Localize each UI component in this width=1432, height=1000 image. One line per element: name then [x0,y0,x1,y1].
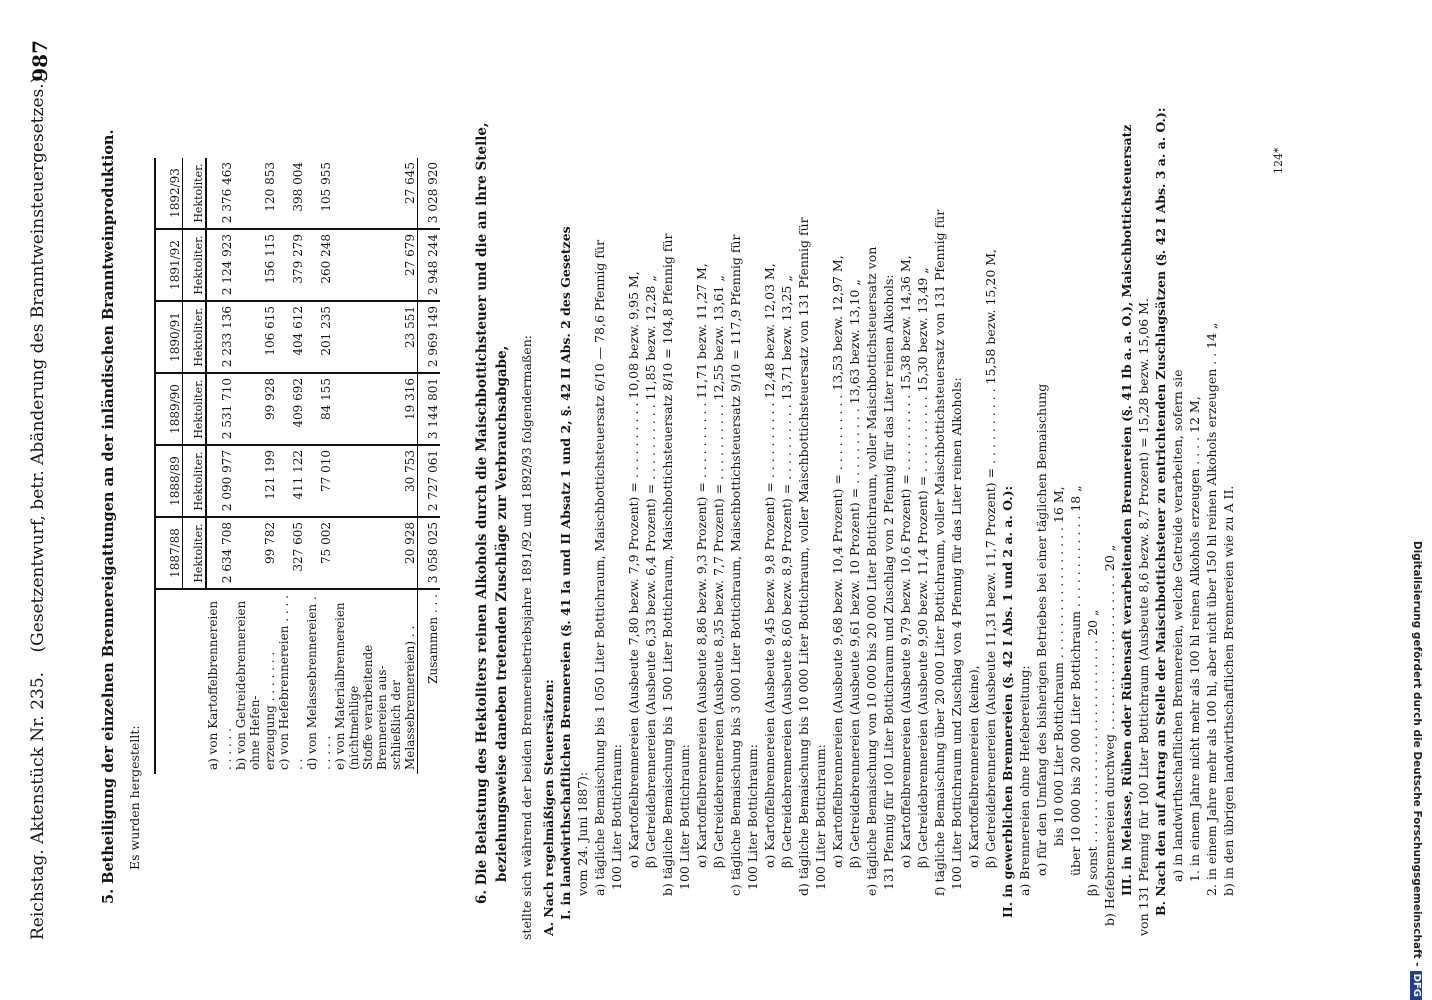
text-line: I. in landwirthschaftlichen Brennereien (§. 41 Ia und II Absatz 1 und 2, §. 42 II Abs. 2 des Gesetzes [558,226,573,920]
text-line: β) sonst . . . . . . . . . . . . . . . . . . . . . . . . . . 20 „ [1085,609,1100,896]
table-cell [234,517,262,589]
header-left: Reichstag. Aktenstück Nr. 235. [28,671,48,940]
table-cell [333,445,361,517]
text-line: α) Kartoffelbrennereien (Ausbeute 9,68 bezw. 10,4 Prozent) = . . . . . . . . . . 13,53 bezw. 12,97 M, [830,255,845,868]
text-line: β) Getreidebrennereien (Ausbeute 11,31 bezw. 11,7 Prozent) = . . . . . . . . . . 15,58 bezw. 15,20 M, [983,248,998,868]
total-cell: 3 028 920 [418,158,441,229]
unit-header: Hektoliter. [183,373,207,445]
text-line: β) Getreidebrennereien (Ausbeute 9,61 bezw. 10 Prozent) = . . . . . . . . . . 13,63 bezw. 13,10 „ [847,279,862,868]
text-line: III. in Melasse, Rüben oder Rübensaft verarbeitenden Brennereien (§. 41 Ib a. a. O.), Maischbottichsteuersatz [1119,124,1134,896]
text-line: a) Brennereien ohne Hefebereitung: [1017,665,1032,896]
row-label: b) von Getreidebrennereien ohne Hefen- [234,600,262,770]
table-cell: 2 634 708 [206,517,234,589]
table-cell [234,229,262,301]
text-line: b) Hefebrennereien durchweg . . . . . . . . . . . . . . . . . . . . 20 „ [1102,544,1117,926]
table-cell: 23 551 [389,301,418,373]
table-cell: 120 853 [262,158,277,229]
total-label: Zusammen . . . [418,589,441,774]
table-cell: 99 928 [262,373,277,445]
table-cell [333,373,361,445]
table-cell: 30 753 [389,445,418,517]
text-line: 100 Liter Bottichraum: [609,744,624,890]
table-cell: 19 316 [389,373,418,445]
table-cell: 84 155 [305,373,333,445]
text-line: α) Kartoffelbrennereien (Ausbeute 8,86 bezw. 9,3 Prozent) = . . . . . . . . . . 11,71 bezw. 11,27 M, [694,263,709,868]
text-line: β) Getreidebrennereien (Ausbeute 6,33 bezw. 6,4 Prozent) = . . . . . . . . . . 11,85 bezw. 12,28 „ [643,275,658,868]
table-row [333,158,361,774]
text-line: α) Kartoffelbrennereien (Ausbeute 9,79 bezw. 10,6 Prozent) = . . . . . . . . . . 15,38 bezw. 14,36 M, [898,255,913,868]
table-cell [361,301,389,373]
text-line: β) Getreidebrennereien (Ausbeute 9,90 bezw. 11,4 Prozent) = . . . . . . . . . . 15,30 bezw. 13,49 „ [915,267,930,868]
unit-header: Hektoliter. [183,158,207,229]
total-row [418,158,441,774]
table-cell [361,517,389,589]
table-cell: 75 002 [305,517,333,589]
text-line: A. Nach regelmäßigen Steuersätzen: [541,679,556,936]
table-cell [234,301,262,373]
table-row [277,158,305,774]
table-cell: 2 531 710 [206,373,234,445]
unit-header: Hektoliter. [183,517,207,589]
table-cell: 409 692 [277,373,305,445]
row-label: Stoffe verarbeitende Brennereien aus- [361,644,389,770]
year-header: 1890/91 [155,301,183,373]
text-line: von 131 Pfennig für 100 Liter Bottichraum (Ausbeute 8,6 bezw. 8,7 Prozent) = 15,28 bezw. 15,06 M. [1136,298,1151,936]
unit-header: Hektoliter. [183,445,207,517]
table-row [234,158,262,774]
table-cell: 99 782 [262,517,277,589]
text-line: β) Getreidebrennereien (Ausbeute 8,60 bezw. 8,9 Prozent) = . . . . . . . . . . 13,71 bezw. 13,25 „ [779,275,794,868]
unit-header: Hektoliter. [183,229,207,301]
sidebar-text: Digitalisierung gefördert durch die Deutsche Forschungsgemeinschaft - [1411,540,1423,967]
table-cell [333,158,361,229]
year-header: 1888/89 [155,445,183,517]
text-line: b) tägliche Bemaischung bis 1 500 Liter Bottichraum, Maischbottichsteuersatz 8/10 = 104,8 Pfennig für [660,233,675,896]
unit-header: Hektoliter. [183,301,207,373]
section-6-title-line-2: beziehungsweise daneben tretenden Zuschläge zur Verbrauchsabgabe, [494,345,510,882]
text-line: 100 Liter Bottichraum: [677,744,692,890]
header-middle: (Gesetzentwurf, betr. Abänderung des Branntweinsteuergesetzes.) [28,76,48,653]
text-line: 100 Liter Bottichraum und Zuschlag von 4 Pfennig für das Liter reinen Alkohols: [949,377,964,890]
table-cell: 327 605 [277,517,305,589]
table-row [361,158,389,774]
text-line: 1. in einem Jahre nicht mehr als 100 hl reinen Alkohols erzeugen . . . . 12 M, [1187,396,1202,882]
text-line: α) für den Umfang des bisherigen Betriebes bei einer täglichen Bemaischung [1034,383,1049,876]
table-cell: 2 376 463 [206,158,234,229]
page-note: 124* [1272,147,1285,174]
digitization-sidebar [1410,0,1432,1000]
text-line: f) tägliche Bemaischung über 20 000 Liter Bottichraum, voller Maischbottichsteuersatz von 131 Pfennig für [932,209,947,896]
text-line: vom 24. Juni 1887): [575,771,590,896]
table-row [262,158,277,774]
text-line: α) Kartoffelbrennereien (Ausbeute 9,45 bezw. 9,8 Prozent) = . . . . . . . . . . 12,48 bezw. 12,03 M, [762,263,777,868]
text-line: b) in den übrigen landwirthschaftlichen Brennereien wie zu A II. [1221,485,1236,896]
table-cell: 379 279 [277,229,305,301]
table-cell: 27 679 [389,229,418,301]
year-header: 1891/92 [155,229,183,301]
dfg-logo: DFG [1410,971,1422,1000]
text-line: α) Kartoffelbrennereien (keine), [966,665,981,868]
table-cell: 77 010 [305,445,333,517]
row-label: d) von Melassebrennereien . . . . . . [305,596,333,770]
total-cell: 2 948 244 [418,229,441,301]
text-line: über 10 000 bis 20 000 Liter Bottichraum . . . . . . . . . . . . 18 „ [1068,485,1083,876]
row-label: e) von Materialbrennereien (nichtmehlige [333,602,361,770]
text-line: 2. in einem Jahre mehr als 100 hl, aber nicht über 150 hl reinen Alkohols erzeugen . . 14 „ [1204,322,1219,896]
total-cell: 3 144 801 [418,373,441,445]
year-header: 1887/88 [155,517,183,589]
text-line: 131 Pfennig für 100 Liter Bottichraum und Zuschlag von 2 Pfennig für das Liter reinen Alkohols: [881,274,896,890]
table-cell [234,373,262,445]
section-6-intro: stellte sich während der beiden Brennereibetriebsjahre 1891/92 und 1892/93 folgendermaßen: [519,335,534,940]
table-row [206,158,234,774]
table-cell [333,517,361,589]
total-cell: 2 727 061 [418,445,441,517]
table-cell: 121 199 [262,445,277,517]
text-line: e) tägliche Bemaischung von 10 000 bis 20 000 Liter Bottichraum, voller Maischbottichsteuersatz von [864,246,879,896]
text-line: d) tägliche Bemaischung bis 10 000 Liter Bottichraum, voller Maischbottichsteuersatz von 131 Pfennig für [796,217,811,896]
text-line: II. in gewerblichen Brennereien (§. 42 I Abs. 1 und 2 a. a. O.): [1000,485,1015,918]
table-cell: 156 115 [262,229,277,301]
table-cell: 260 248 [305,229,333,301]
table-row [305,158,333,774]
table-cell: 27 645 [389,158,418,229]
table-cell: 106 615 [262,301,277,373]
table-cell: 398 004 [277,158,305,229]
text-line: bis 10 000 Liter Bottichraum . . . . . . . . . . . . . . . . . 16 M, [1051,486,1066,846]
row-label: schließlich der Melassebrennereien) . . [389,625,417,770]
row-label: a) von Kartoffelbrennereien . . . . . . [206,600,234,770]
text-line: a) tägliche Bemaischung bis 1 050 Liter Bottichraum, Maischbottichsteuersatz 6/10 — 78,6 Pfennig für [592,239,607,896]
total-cell: 3 058 025 [418,517,441,589]
year-header: 1892/93 [155,158,183,229]
production-table-body [206,158,418,774]
text-line: c) tägliche Bemaischung bis 3 000 Liter Bottichraum, Maischbottichsteuersatz 9/10 = 117,9 Pfennig für [728,234,743,896]
row-label: erzeugung . . . . . . . [263,651,277,770]
table-cell: 20 928 [389,517,418,589]
table-cell: 411 122 [277,445,305,517]
table-cell: 2 124 923 [206,229,234,301]
table-cell: 2 090 977 [206,445,234,517]
text-line: α) Kartoffelbrennereien (Ausbeute 7,80 bezw. 7,9 Prozent) = . . . . . . . . . . 10,08 bezw. 9,95 M, [626,271,641,868]
section-5-intro: Es wurden hergestellt: [127,725,142,870]
table-cell: 404 612 [277,301,305,373]
table-cell: 2 233 136 [206,301,234,373]
table-cell [333,229,361,301]
row-label: c) von Hefebrennereien . . . . . . [277,595,305,770]
text-line: 100 Liter Bottichraum: [813,744,828,890]
table-cell [333,301,361,373]
section-6-body [540,108,1237,936]
table-cell: 201 235 [305,301,333,373]
text-line: 100 Liter Bottichraum: [745,744,760,890]
text-line: β) Getreidebrennereien (Ausbeute 8,35 bezw. 7,7 Prozent) = . . . . . . . . . . 12,55 bezw. 13,61 „ [711,275,726,868]
table-row [389,158,418,774]
table-cell [234,445,262,517]
sidebar-credit [1406,0,1428,1000]
year-header: 1889/90 [155,373,183,445]
section-6-title-line-1: 6. Die Belastung des Hektoliters reinen Alkohols durch die Maischbottichsteuer und die an ihre Stelle, [474,122,490,904]
table-cell [361,373,389,445]
text-line: B. Nach den auf Antrag an Stelle der Maischbottichsteuer zu entrichtenden Zuschlagsätzen (§. 42 I Abs. 3 a. a. O.): [1153,107,1168,916]
running-header [28,40,52,940]
total-cell: 2 969 149 [418,301,441,373]
table-cell [361,229,389,301]
page-number: 987 [28,40,52,82]
table-label-header [155,589,183,774]
table-cell [361,158,389,229]
table-cell [361,445,389,517]
table-cell: 105 955 [305,158,333,229]
text-line: a) in landwirthschaftlichen Brennereien, welche Getreide verarbeiten, sofern sie [1170,369,1185,882]
production-table [154,158,440,774]
table-cell [234,158,262,229]
section-5-title: 5. Betheiligung der einzelnen Brennereigattungen an der inländischen Branntweinproduktion. [100,129,117,904]
